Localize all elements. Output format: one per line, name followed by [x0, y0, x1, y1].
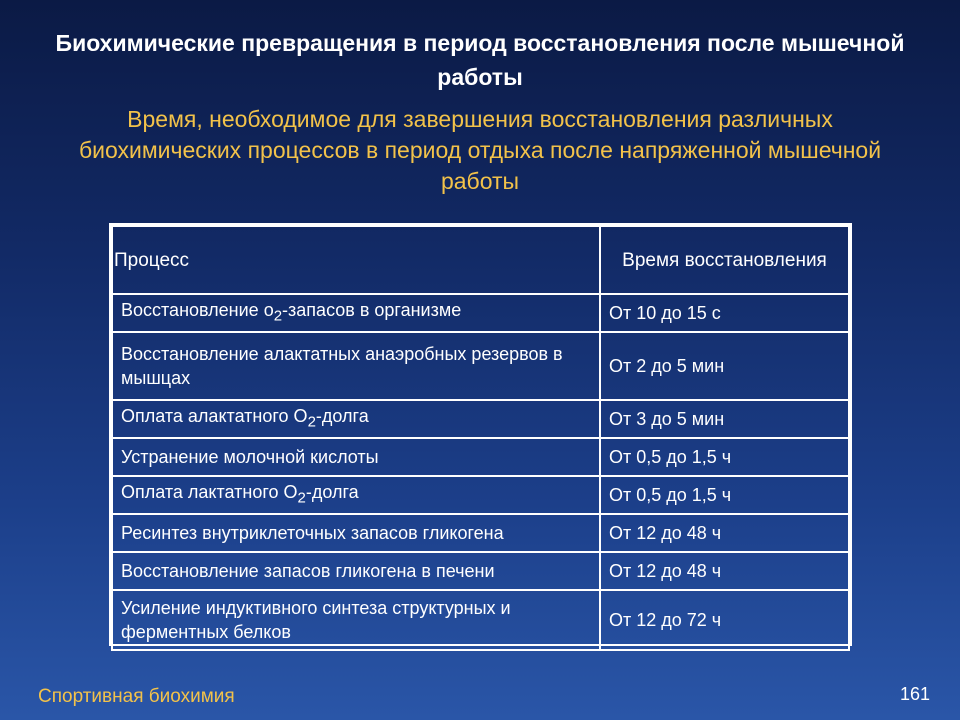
table-row	[112, 476, 849, 514]
time-cell: От 2 до 5 мин	[600, 332, 849, 400]
time-cell: От 10 до 15 с	[600, 294, 849, 332]
time-cell: От 0,5 до 1,5 ч	[600, 438, 849, 476]
process-cell: Оплата лактатного $О_2$-долга	[112, 476, 600, 514]
time-cell: От 12 до 48 ч	[600, 552, 849, 590]
process-cell: Восстановление $о_2$-запасов в организме	[112, 294, 600, 332]
process-cell: Устранение молочной кислоты	[112, 438, 600, 476]
process-cell: Ресинтез внутриклеточных запасов гликогена	[112, 514, 600, 552]
time-cell: От 12 до 72 ч	[600, 590, 849, 650]
table-row	[112, 294, 849, 332]
time-cell: От 12 до 48 ч	[600, 514, 849, 552]
table-row	[112, 400, 849, 438]
header-process: Процесс	[112, 226, 600, 294]
process-cell: Восстановление алактатных анаэробных резервов в мышцах	[112, 332, 600, 400]
table-row	[112, 590, 849, 650]
table-row	[112, 552, 849, 590]
table-row	[112, 514, 849, 552]
slide-subtitle: Время, необходимое для завершения восстановления различных биохимических процессов в период отдыха после напряженной мышечной работы	[78, 106, 882, 194]
page-number: 161	[899, 684, 930, 704]
process-cell: Оплата алактатного $О_2$-долга	[112, 400, 600, 438]
slide-title: Биохимические превращения в период восстановления после мышечной работы	[55, 30, 905, 90]
recovery-table	[109, 223, 852, 646]
table-row	[112, 332, 849, 400]
time-cell: От 0,5 до 1,5 ч	[600, 476, 849, 514]
time-cell: От 3 до 5 мин	[600, 400, 849, 438]
process-cell: Усиление индуктивного синтеза структурных и ферментных белков	[112, 590, 600, 650]
table-row	[112, 438, 849, 476]
header-recovery-time: Время восстановления	[600, 226, 849, 294]
footer-course-name: Спортивная биохимия	[38, 686, 235, 707]
process-cell: Восстановление запасов гликогена в печени	[112, 552, 600, 590]
